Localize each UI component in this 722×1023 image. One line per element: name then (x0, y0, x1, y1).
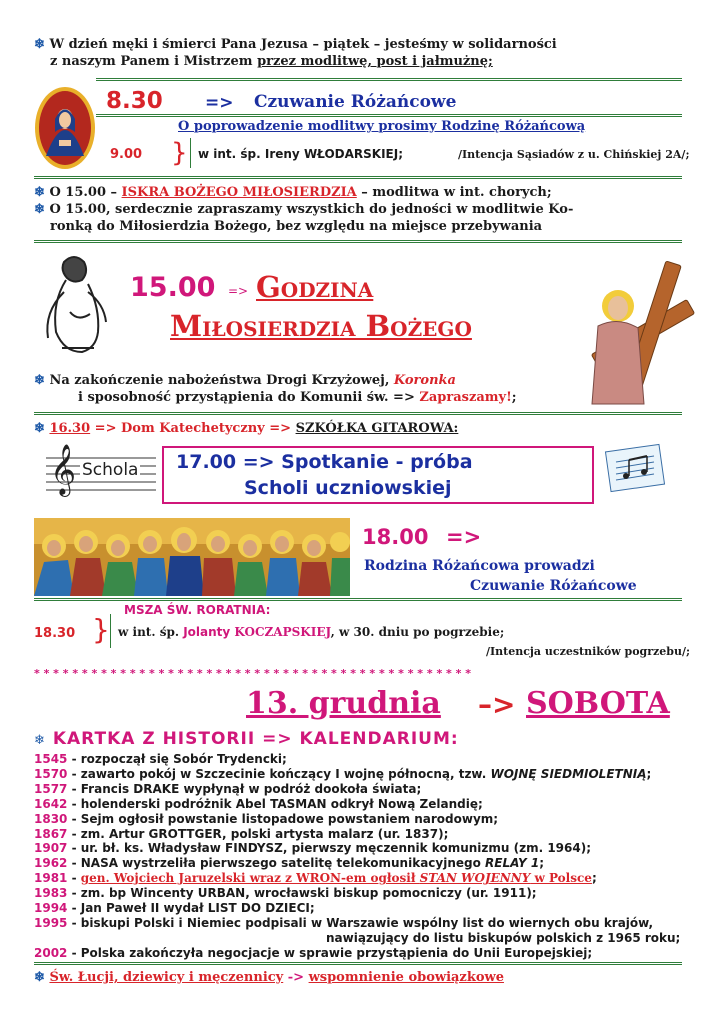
roratnia-time: 18.30 (34, 626, 76, 641)
rosary2-line-1: Rodzina Różańcowa prowadzi (364, 558, 595, 574)
list-item: 1642 - holenderski podróżnik Abel TASMAN odkrył Nową Zelandię; (34, 796, 483, 811)
rosary1-request: O poprowadzenie modlitwy prosimy Rodzinę Różańcową (178, 119, 586, 134)
rosary2-arrow: => (446, 525, 482, 549)
vertical-rule (110, 614, 111, 648)
snowflake-bullet-icon: ❄ (34, 421, 45, 436)
divider-2 (96, 114, 682, 117)
snowflake-bullet-icon: ❄ (34, 185, 45, 200)
list-item: nawiązujący do listu biskupów polskich z 1965 roku; (326, 930, 681, 945)
brace-icon: } (171, 138, 188, 168)
rosary1-mass-time: 9.00 (110, 147, 143, 162)
rosary1-intention: w int. śp. Ireny WŁODARSKIEJ; (198, 147, 404, 161)
mourning-figure-icon (34, 252, 120, 356)
schola-logo (46, 444, 156, 496)
madonna-icon (34, 86, 96, 170)
music-sheet-icon (602, 442, 668, 496)
saturday-date: 13. grudnia (246, 686, 441, 721)
rosary1-arrow: => (205, 93, 234, 113)
history-list (34, 752, 704, 961)
divider-5 (34, 412, 682, 415)
intro-line-2: z naszym Panem i Mistrzem przez modlitwę, post i jałmużnę; (50, 54, 493, 69)
divider-3 (34, 176, 682, 179)
brace-icon: } (92, 613, 110, 646)
schola-box (162, 446, 594, 504)
divider-1 (96, 78, 682, 81)
schola-logo-text: Schola (82, 460, 139, 480)
spark-line-1: ❄ O 15.00 – ISKRA BOŻEGO MIŁOSIERDZIA – modlitwa w int. chorych; (34, 185, 552, 200)
snowflake-bullet-icon: ❄ (34, 733, 46, 748)
saint-line: ❄ Św. Łucji, dziewicy i męczennicy -> wspomnienie obowiązkowe (34, 970, 504, 985)
saturday-day: SOBOTA (526, 686, 670, 721)
list-item: 2002 - Polska zakończyła negocjacje w sprawie przystąpienia do Unii Europejskiej; (34, 945, 593, 960)
roratnia-title: MSZA ŚW. RORATNIA: (124, 603, 271, 617)
snowflake-bullet-icon: ❄ (34, 37, 45, 52)
stations-line-2: i sposobność przystąpienia do Komunii św. => Zapraszamy!; (78, 390, 517, 405)
snowflake-bullet-icon: ❄ (34, 970, 45, 985)
rosary2-line-2: Czuwanie Różańcowe (470, 578, 637, 594)
rosary2-time: 18.00 (362, 525, 429, 549)
star-separator: * * * * * * * * * * * * * * * * * * * * * * * * * * * * * * * * * * * * * * * * * * * * * * (34, 667, 471, 680)
mercy-line-2: Miłosierdzia Bożego (170, 309, 472, 343)
spark-block (34, 184, 714, 235)
vertical-rule (190, 138, 191, 168)
mercy-line-1: Godzina (256, 270, 374, 304)
list-item: 1962 - NASA wystrzeliła pierwszego satelitę telekomunikacyjnego RELAY 1; (34, 856, 545, 871)
intro-block (34, 36, 714, 70)
rosary1-time: 8.30 (106, 88, 163, 114)
saturday-arrow: –> (478, 688, 516, 721)
schola-line-2: Scholi uczniowskiej (244, 477, 452, 499)
history-heading: ❄ KARTKA Z HISTORII => KALENDARIUM: (34, 729, 459, 749)
divider-7 (34, 962, 682, 965)
rosary1-intention-note: /Intencja Sąsiadów z u. Chińskiej 2A/; (458, 148, 690, 161)
spark-line-2: ❄ O 15.00, serdecznie zapraszamy wszystkich do jedności w modlitwie Ko- (34, 202, 574, 217)
schola-line-1: 17.00 => Spotkanie - próba (176, 451, 473, 473)
intro-line-1: ❄ W dzień męki i śmierci Pana Jezusa – piątek – jesteśmy w solidarności (34, 37, 557, 52)
divider-6 (34, 598, 682, 601)
mercy-arrow: => (228, 284, 249, 298)
stations-line-1: ❄ Na zakończenie nabożeństwa Drogi Krzyżowej, Koronka (34, 373, 456, 388)
list-item: 1994 - Jan Paweł II wydał LIST DO DZIECI; (34, 901, 315, 916)
divider-4 (34, 240, 682, 243)
list-item: 1867 - zm. Artur GROTTGER, polski artysta malarz (ur. 1837); (34, 826, 449, 841)
mercy-time: 15.00 (130, 272, 216, 303)
guitar-line: ❄ 16.30 => Dom Katechetyczny => SZKÓŁKA GITAROWA: (34, 421, 459, 436)
list-item: 1830 - Sejm ogłosił powstanie listopadowe powstaniem narodowym; (34, 811, 499, 826)
rosary1-title: Czuwanie Różańcowe (254, 92, 457, 112)
list-item: 1577 - Francis DRAKE wypłynął w podróż dookoła świata; (34, 781, 422, 796)
list-item: 1907 - ur. bł. ks. Władysław FINDYSZ, pierwszy męczennik komunizmu (zm. 1964); (34, 841, 591, 856)
list-item: 1545 - rozpoczął się Sobór Trydencki; (34, 752, 287, 766)
roratnia-note: /Intencja uczestników pogrzebu/; (486, 645, 691, 658)
roratnia-intention: w int. śp. Jolanty KOCZAPSKIEJ, w 30. dniu po pogrzebie; (118, 625, 505, 639)
list-item: 1570 - zawarto pokój w Szczecinie kończący I wojnę północną, tzw. WOJNĘ SIEDMIOLETNIĄ; (34, 766, 652, 781)
snowflake-bullet-icon: ❄ (34, 373, 45, 388)
stations-block (34, 372, 594, 406)
apostles-icon (34, 518, 350, 596)
treble-clef-icon: 𝄞 (50, 444, 77, 495)
list-item: 1995 - biskupi Polski i Niemiec podpisali w Warszawie wspólny list do wiernych obu krajów, (34, 915, 654, 930)
snowflake-bullet-icon: ❄ (34, 202, 45, 217)
jesus-carrying-cross-icon (578, 256, 698, 406)
list-item: 1981 - gen. Wojciech Jaruzelski wraz z WRON-em ogłosił STAN WOJENNY w Polsce; (34, 871, 597, 886)
spark-line-3: ronką do Miłosierdzia Bożego, bez względu na miejsce przebywania (50, 219, 543, 234)
list-item: 1983 - zm. bp Wincenty URBAN, wrocławski biskup pomocniczy (ur. 1911); (34, 886, 537, 901)
